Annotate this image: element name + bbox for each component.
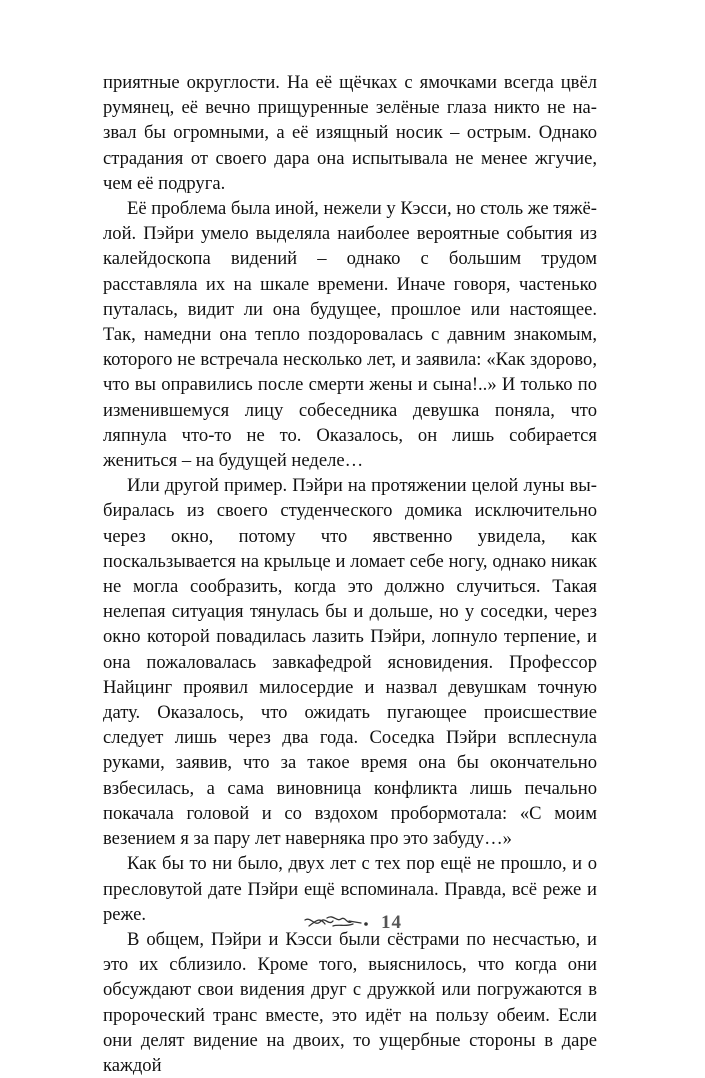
paragraph-1: приятные округлости. На её щёчках с ямочками всегда цвёл румянец, её вечно прищуренные зелёные глаза никто не назвал бы огромными, а её изящный носик – острым. Однако страдания от своего дара она испытывала не менее жгучие, чем её подруга.	[103, 72, 597, 194]
paragraph-2: Её проблема была иной, нежели у Кэсси, но столь же тяжёлой. Пэйри умело выделяла наиболее вероятные события из калейдоскопа видений – однако с большим трудом расставляла их на шкале времени. Иначе говоря, частенько путалась, видит ли она будущее, прошлое или настоящее. Так, намедни она тепло поздоровалась с давним знакомым, которого не встречала несколько лет, и заявила: «Как здорово, что вы оправились после смерти жены и сына!..» И только по изменившемуся лицу собеседника девушка поняла, что ляпнула что-то не то. Оказалось, он лишь собирается жениться – на будущей неделе…	[103, 198, 597, 472]
paragraph-4: Как бы то ни было, двух лет с тех пор ещё не прошло, и о пресловутой дате Пэйри ещё вспоминала. Правда, всё реже и реже.	[103, 853, 597, 925]
paragraph-5: В общем, Пэйри и Кэсси были сёстрами по несчастью, и это их сблизило. Кроме того, выяснилось, что когда они обсуждают свои видения друг с дружкой или погружаются в пророческий транс вместе, это идёт на пользу обеим. Если они делят видение на двоих, то ущербные стороны в даре каждой	[103, 928, 597, 1076]
flourish-ornament-icon	[303, 912, 369, 934]
paragraph-3: Или другой пример. Пэйри на протяжении целой луны выбиралась из своего студенческого домика исключительно через окно, потому что явственно увидела, как поскальзывается на крыльце и ломает себе ногу, однако никак не могла сообразить, когда это должно случиться. Такая нелепая ситуация тянулась бы и дольше, но у соседки, через окно которой повадилась лазить Пэйри, лопнуло терпение, и она пожаловалась завкафедрой ясновидения. Профессор Найцинг проявил милосердие и назвал девушкам точную дату. Оказалось, что ожидать пугающее происшествие следует лишь через два года. Соседка Пэйри всплеснула руками, заявив, что за такое время она бы окончательно взбесилась, а сама виновница конфликта лишь печально покачала головой и со вздохом пробормотала: «С моим везением я за пару лет наверняка про это забуду…»	[103, 475, 597, 850]
page-footer	[0, 912, 705, 942]
page-number: 14	[381, 912, 402, 933]
